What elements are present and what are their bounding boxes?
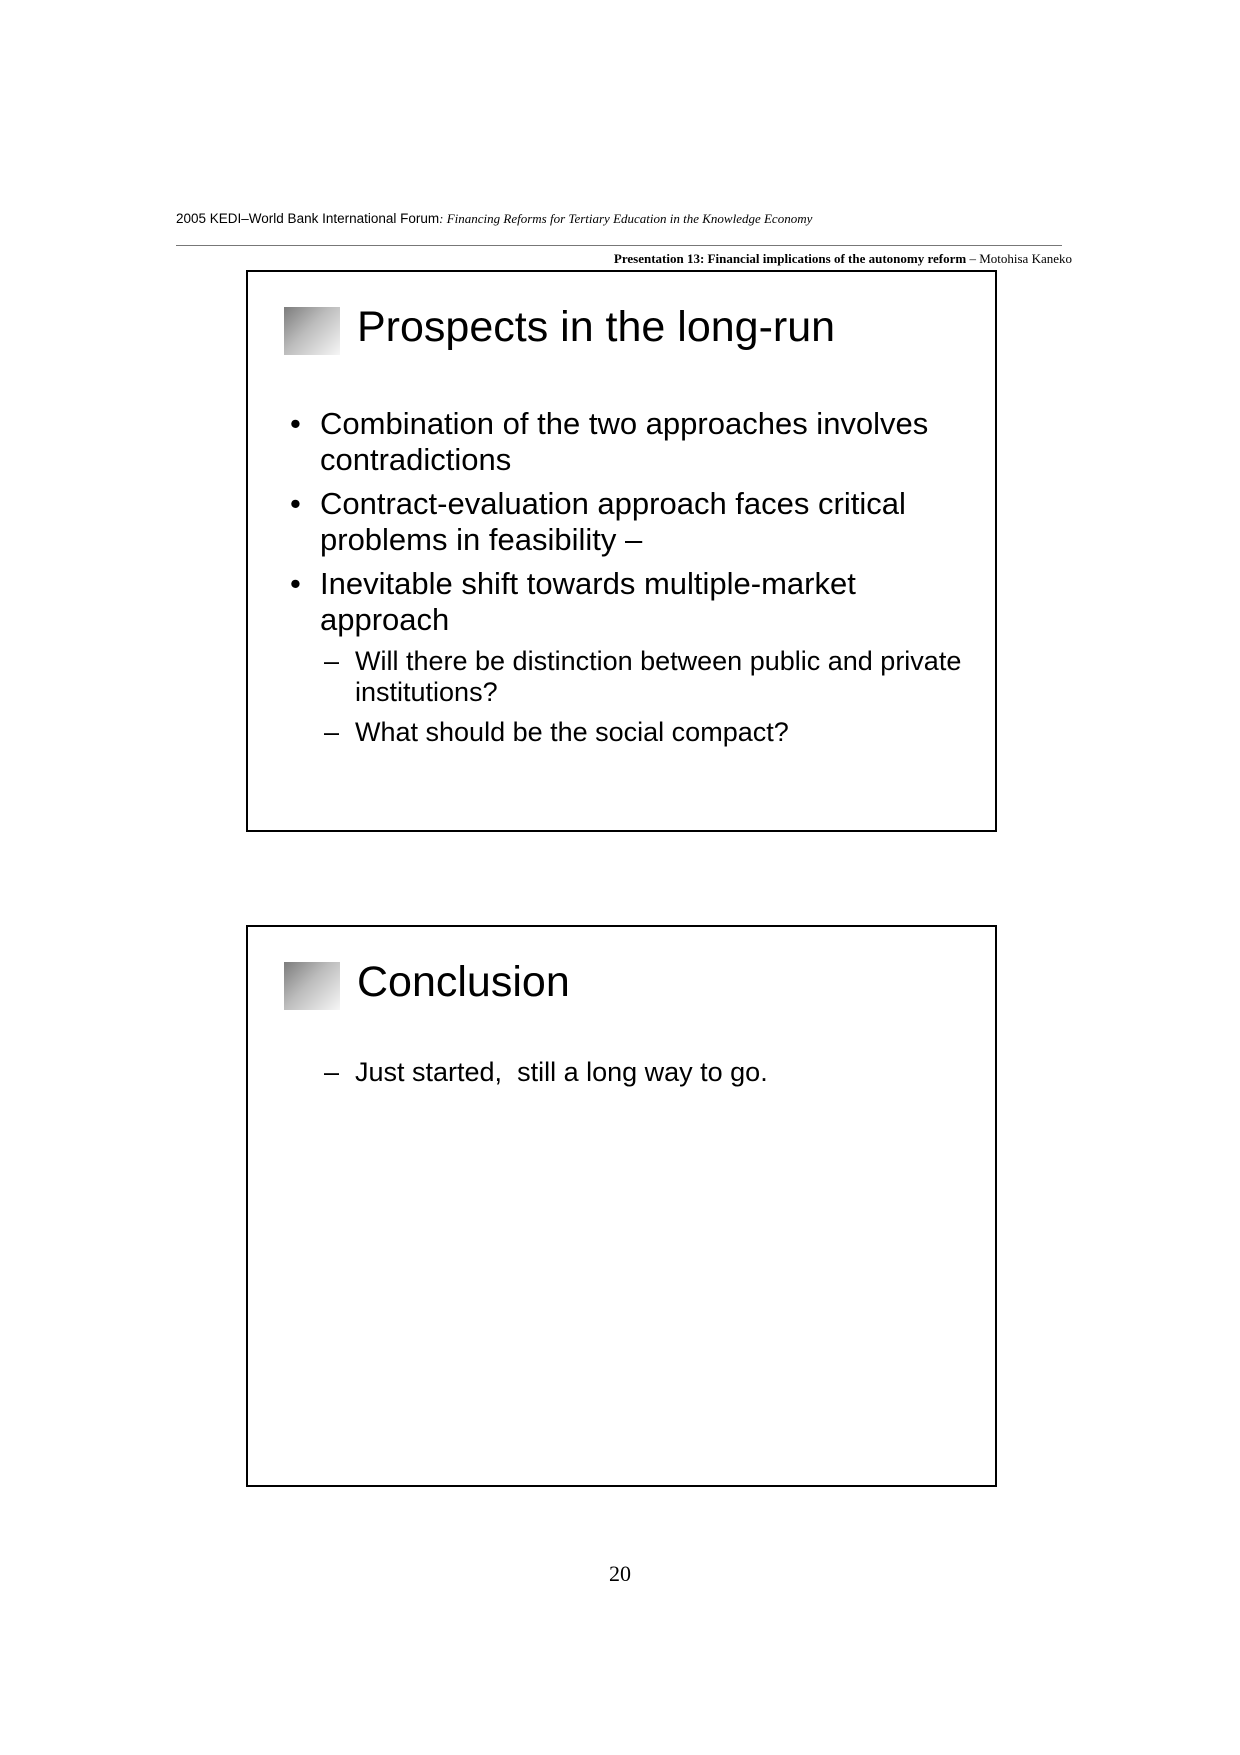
title-gradient-square	[284, 962, 340, 1010]
page-number: 20	[609, 1561, 631, 1586]
bullet-text: Inevitable shift towards multiple-market approach	[320, 566, 856, 637]
bullet-item	[290, 566, 980, 638]
bullet-list	[290, 406, 980, 757]
sub-bullet-item	[290, 646, 980, 708]
presentation-header	[614, 251, 1072, 267]
dash-icon: –	[324, 646, 340, 676]
conclusion-list	[290, 1057, 980, 1097]
forum-name: 2005 KEDI–World Bank International Forum	[176, 211, 440, 226]
slide-title: Conclusion	[357, 958, 570, 1006]
header-rule	[176, 245, 1062, 246]
bullet-item	[290, 486, 980, 558]
sub-bullet-text: Will there be distinction between public and private institutions?	[355, 646, 962, 707]
bullet-text: Contract-evaluation approach faces critical problems in feasibility –	[320, 486, 906, 557]
dash-icon: –	[324, 717, 340, 747]
presentation-author: – Motohisa Kaneko	[966, 251, 1072, 266]
dash-icon: –	[324, 1057, 340, 1087]
sub-bullet-item	[290, 1057, 980, 1088]
slide-prospects	[246, 270, 997, 832]
slide-title: Prospects in the long-run	[357, 303, 836, 351]
sub-bullet-item	[290, 717, 980, 748]
presentation-title: Presentation 13: Financial implications of the autonomy reform	[613, 251, 967, 266]
sub-bullet-text: What should be the social compact?	[355, 717, 789, 747]
document-header	[176, 211, 812, 227]
title-gradient-square	[284, 307, 340, 355]
bullet-text: Combination of the two approaches involves contradictions	[320, 406, 929, 477]
bullet-icon: •	[290, 486, 301, 521]
sub-bullet-text: Just started, still a long way to go.	[355, 1057, 768, 1087]
bullet-item	[290, 406, 980, 478]
forum-subtitle: : Financing Reforms for Tertiary Education in the Knowledge Economy	[439, 211, 813, 226]
bullet-icon: •	[290, 406, 301, 441]
bullet-icon: •	[290, 566, 301, 601]
slide-conclusion	[246, 925, 997, 1487]
